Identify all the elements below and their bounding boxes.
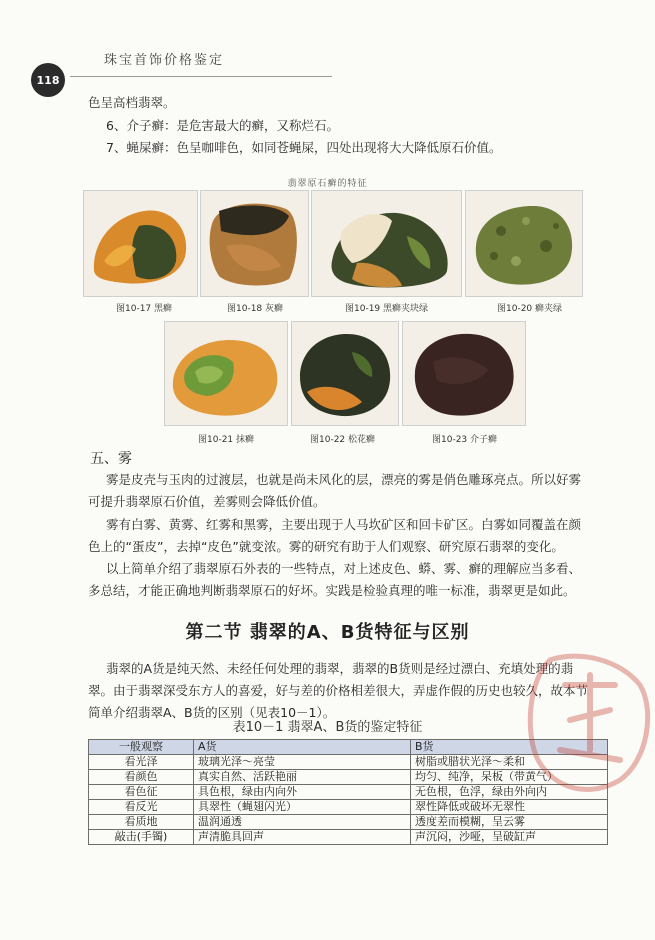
table-cell: 透度差而模糊，呈云雾 [411, 815, 608, 830]
section-heading: 五、雾 [90, 451, 132, 467]
table-cell: 看反光 [89, 800, 194, 815]
table-cell: 具色根，绿由内向外 [194, 785, 411, 800]
jade-rough-dark-green-icon [291, 321, 399, 426]
table-cell: 树脂或腊状光泽～柔和 [411, 755, 608, 770]
paragraph-line: 雾是皮壳与玉肉的过渡层，也就是尚未风化的层，漂亮的雾是俏色雕琢亮点。所以好雾 [106, 472, 582, 487]
paragraph-line: 可提升翡翠原石价值，差雾则会降低价值。 [88, 494, 326, 509]
table-row [89, 815, 608, 830]
figure-caption: 图10-21 抹癣 [198, 435, 255, 445]
table-cell: 均匀、纯净，呆板（带黄气） [411, 770, 608, 785]
jade-rough-grey-patch-icon [200, 190, 309, 297]
table-cell: 声清脆具回声 [194, 830, 411, 845]
page-number-badge: 118 [31, 63, 65, 97]
figure-caption: 图10-20 癣夹绿 [497, 304, 563, 314]
table-cell: 无色根，色浮，绿由外向内 [411, 785, 608, 800]
table-header-cell: A货 [194, 740, 411, 755]
figure-caption: 图10-19 黑癣夹块绿 [345, 304, 429, 314]
jade-rough-black-green-icon [311, 190, 462, 297]
table-cell: 温润通透 [194, 815, 411, 830]
table-cell: 声沉闷，沙哑，呈破缸声 [411, 830, 608, 845]
table-header-cell: B货 [411, 740, 608, 755]
chapter-heading: 第二节 翡翠的A、B货特征与区别 [185, 622, 470, 643]
table-title: 表10－1 翡翠A、B货的鉴定特征 [232, 720, 423, 735]
paragraph-line: 翡翠的A货是纯天然、未经任何处理的翡翠，翡翠的B货则是经过漂白、充填处理的翡 [106, 661, 574, 676]
table-cell: 翠性降低或破坏无翠性 [411, 800, 608, 815]
table-row [89, 830, 608, 845]
paragraph-line: 色上的“蛋皮”，去掉“皮色”就变浓。雾的研究有助于人们观察、研究原石翡翠的变化。 [88, 539, 564, 554]
paragraph-line: 以上简单介绍了翡翠原石外表的一些特点，对上述皮色、蟒、雾、癣的理解应当多看、 [106, 561, 582, 576]
paragraph-line: 翠。由于翡翠深受东方人的喜爱，好与差的价格相差很大，弄虚作假的历史也较久，故本节 [88, 683, 589, 698]
table-cell: 看光泽 [89, 755, 194, 770]
figure-caption: 图10-22 松花癣 [310, 435, 376, 445]
watermark-seal-icon [520, 640, 655, 800]
figure-caption: 图10-17 黑癣 [116, 304, 173, 314]
table-cell: 敲击(手镯) [89, 830, 194, 845]
table-cell: 具翠性（蝇翅闪光） [194, 800, 411, 815]
paragraph-line: 6、介子癣：是危害最大的癣，又称烂石。 [106, 118, 339, 133]
jade-rough-green-speckled-icon [465, 190, 583, 297]
jade-rough-green-skin-icon [164, 321, 288, 426]
paragraph-line: 色呈高档翡翠。 [88, 95, 176, 110]
header-rule [70, 76, 332, 77]
table-cell: 真实自然、活跃艳丽 [194, 770, 411, 785]
jade-rough-dark-red-icon [402, 321, 526, 426]
jade-rough-black-patch-icon [83, 190, 198, 297]
table-row [89, 800, 608, 815]
table-cell: 看质地 [89, 815, 194, 830]
figure-title: 翡翠原石癣的特征 [287, 179, 368, 189]
table-cell: 看颜色 [89, 770, 194, 785]
table-header-cell: 一般观察 [89, 740, 194, 755]
figure-caption: 图10-23 介子癣 [432, 435, 498, 445]
paragraph-line: 简单介绍翡翠A、B货的区别（见表10－1）。 [88, 705, 336, 720]
table-cell: 看色征 [89, 785, 194, 800]
paragraph-line: 多总结，才能正确地判断翡翠原石的好坏。实践是检验真理的唯一标准，翡翠更是如此。 [88, 583, 576, 598]
figure-caption: 图10-18 灰癣 [227, 304, 284, 314]
paragraph-line: 7、蝇屎癣：色呈咖啡色，如同苍蝇屎，四处出现将大大降低原石价值。 [106, 140, 502, 155]
table-cell: 玻璃光泽～亮莹 [194, 755, 411, 770]
paragraph-line: 雾有白雾、黄雾、红雾和黑雾，主要出现于人马坎矿区和回卡矿区。白雾如同覆盖在颜 [106, 517, 582, 532]
running-title: 珠宝首饰价格鉴定 [104, 53, 225, 68]
